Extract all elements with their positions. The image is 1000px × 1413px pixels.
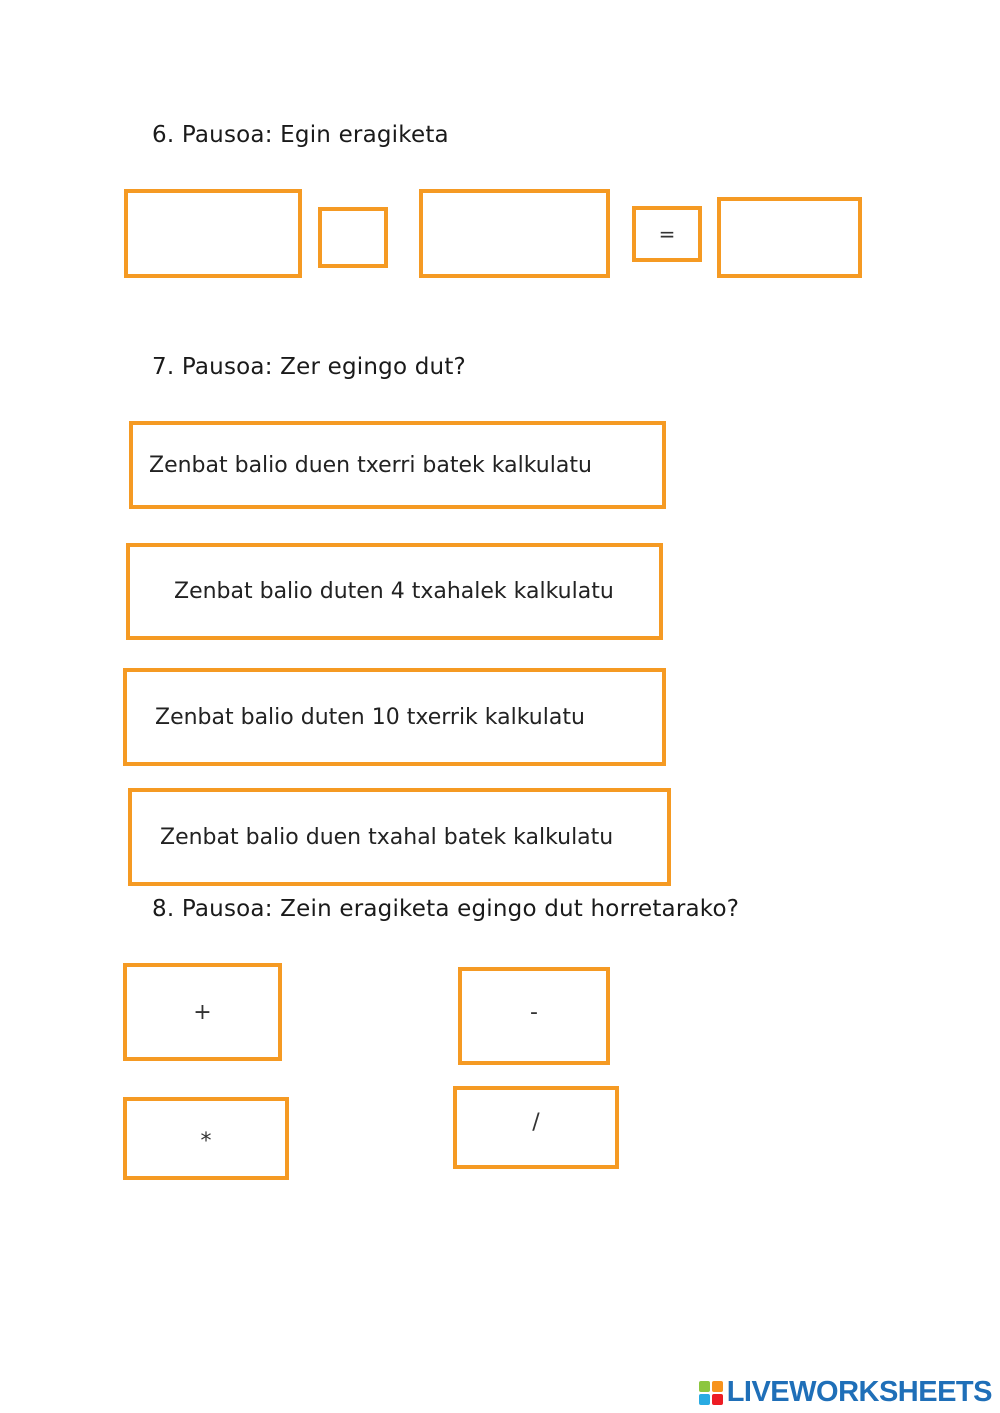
step7-option-4[interactable] <box>128 788 671 886</box>
step7-option-1[interactable] <box>129 421 666 509</box>
equals-box <box>632 206 702 262</box>
operator-divide-label: / <box>532 1110 540 1135</box>
operand1-dropzone[interactable] <box>124 189 302 278</box>
liveworksheets-brand <box>699 1376 992 1409</box>
logo-square-orange <box>712 1381 723 1392</box>
operator-divide[interactable] <box>453 1086 619 1169</box>
logo-square-blue <box>699 1394 710 1405</box>
operator-multiply-label: * <box>200 1129 212 1154</box>
step7-option-2[interactable] <box>126 543 663 640</box>
step7-heading: 7. Pausoa: Zer egingo dut? <box>152 354 466 380</box>
step6-heading: 6. Pausoa: Egin eragiketa <box>152 122 449 148</box>
equals-sign: = <box>658 222 676 246</box>
step7-option-3[interactable] <box>123 668 666 766</box>
operator-dropzone[interactable] <box>318 207 388 268</box>
operator-plus[interactable] <box>123 963 282 1061</box>
step7-option-2-label: Zenbat balio duten 4 txahalek kalkulatu <box>174 579 614 604</box>
operator-multiply[interactable] <box>123 1097 289 1180</box>
result-dropzone[interactable] <box>717 197 862 278</box>
operand2-dropzone[interactable] <box>419 189 610 278</box>
operator-plus-label: + <box>193 999 212 1025</box>
operator-minus[interactable] <box>458 967 610 1065</box>
operator-minus-label: - <box>530 999 538 1025</box>
step7-option-4-label: Zenbat balio duen txahal batek kalkulatu <box>160 824 614 850</box>
step7-option-1-label: Zenbat balio duen txerri batek kalkulatu <box>149 452 592 478</box>
logo-square-red <box>712 1394 723 1405</box>
step7-option-3-label: Zenbat balio duten 10 txerrik kalkulatu <box>155 704 585 730</box>
liveworksheets-logo-icon <box>699 1381 723 1405</box>
logo-square-green <box>699 1381 710 1392</box>
step8-heading: 8. Pausoa: Zein eragiketa egingo dut horretarako? <box>152 896 740 922</box>
brand-name: LIVEWORKSHEETS <box>726 1376 992 1408</box>
